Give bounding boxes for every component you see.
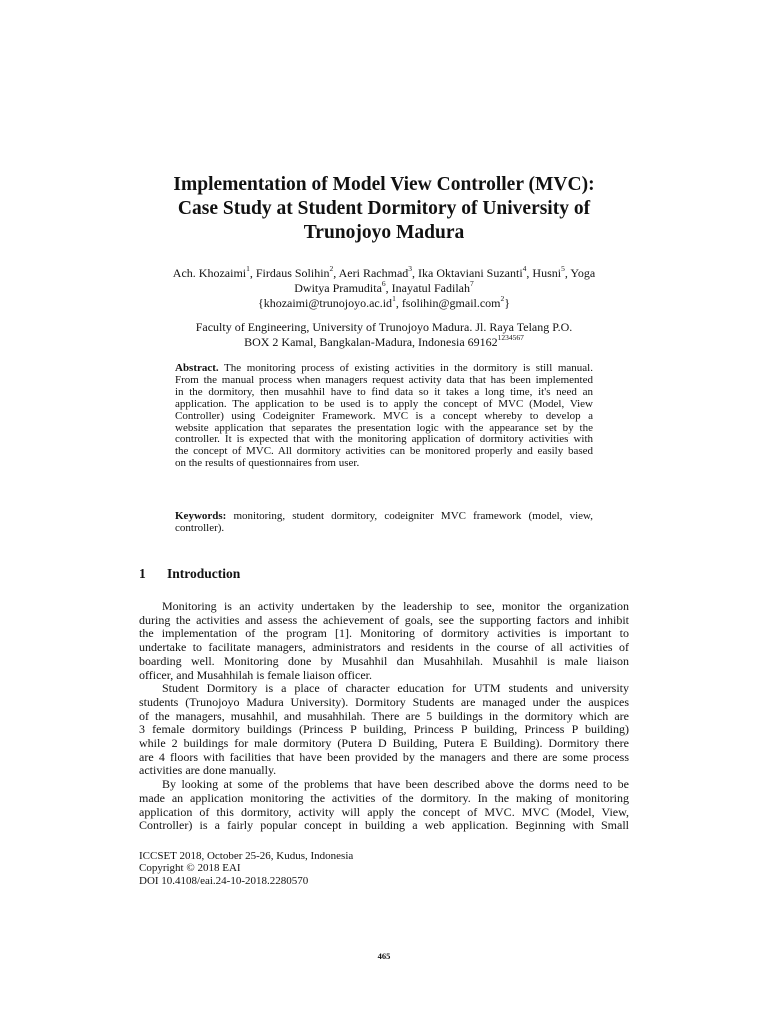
footer-copyright: Copyright © 2018 EAI <box>139 862 241 875</box>
author-affil-mark: 6 <box>381 279 386 288</box>
author-name: , Yoga <box>564 266 596 280</box>
abstract-line: From the manual process when managers request activity data that has been implemented <box>175 374 593 386</box>
author-name: , Husni <box>526 266 562 280</box>
body-line: officer, and Musahhilah is female liaison officer. <box>139 668 373 682</box>
email-brace: } <box>504 296 511 310</box>
body-line: application of this dormitory, activity will apply the concept of MVC. MVC (Model, View, <box>139 805 629 819</box>
abstract-line: in the dormitory, then musahhil have to find data so it takes a long time, it's need an <box>175 386 593 398</box>
email-affil-mark: 2 <box>500 294 505 303</box>
email-text[interactable]: , fsolihin@gmail.com <box>395 296 501 310</box>
body-line: made an application monitoring the activities of the dormitory. In the making of monitoring <box>139 791 629 805</box>
abstract-label: Abstract. <box>175 363 219 374</box>
body-line: undertake to facilitate managers, administrators and residents in the course of all activities of <box>139 641 629 655</box>
email-text[interactable]: {khozaimi@trunojoyo.ac.id <box>257 296 393 310</box>
abstract <box>175 363 593 470</box>
body-line: are 4 floors with facilities that have been provided by the managers and there are some process <box>139 750 629 764</box>
author-name: , Inayatul Fadilah <box>385 281 470 295</box>
affiliation-line-2 <box>110 335 658 350</box>
author-name: , Aeri Rachmad <box>333 266 409 280</box>
title-line-1: Implementation of Model View Controller (MVC): <box>173 174 595 195</box>
body-line: boarding well. Monitoring done by Musahhil dan Musahhilah. Musahhil is male liaison <box>139 654 629 668</box>
body-line: during the activities and assess the achievement of goals, see the supporting factors and inhibit <box>139 613 629 627</box>
abstract-line: application. The application to be used is to apply the concept of MVC (Model, View <box>175 398 593 410</box>
body-line: while 2 buildings for male dormitory (Putera D Building, Putera E Building). Dormitory there <box>139 737 629 751</box>
affiliation-address: BOX 2 Kamal, Bangkalan-Madura, Indonesia 69162 <box>244 335 498 349</box>
affiliation-marks: 1234567 <box>497 333 524 342</box>
conference-footer <box>139 850 353 887</box>
keywords <box>175 510 593 534</box>
abstract-line: website application that separates the presentation logic with the appearance set by the <box>175 422 593 434</box>
abstract-line <box>175 363 593 375</box>
keywords-line: controller). <box>175 522 225 534</box>
abstract-line: controller. It is expected that with the monitoring application of dormitory activities with <box>175 434 593 446</box>
section-heading <box>139 566 240 582</box>
body-line: activities are done manually. <box>139 764 277 778</box>
body-line: Controller) is a fairly popular concept in building a web application. Beginning with Small <box>139 819 629 833</box>
author-affil-mark: 5 <box>561 264 565 273</box>
author-name: Ach. Khozaimi <box>172 266 247 280</box>
affiliation-line-1: Faculty of Engineering, University of Trunojoyo Madura. Jl. Raya Telang P.O. <box>195 320 573 334</box>
title-line-2: Case Study at Student Dormitory of University of <box>177 198 591 219</box>
abstract-line: the concept of MVC. All dormitory activities can be monitored properly and easily based <box>175 446 593 458</box>
title-line-3: Trunojoyo Madura <box>303 222 465 243</box>
section-number: 1 <box>139 566 146 581</box>
body-line: the implementation of the program [1]. Monitoring of dormitory activities is important to <box>139 627 629 641</box>
affiliation <box>110 320 658 350</box>
email-affil-mark: 1 <box>392 294 396 303</box>
body-line: of the managers, musahhil, and musahhilah. There are 5 buildings in the dormitory which are <box>139 709 629 723</box>
paper-title <box>120 173 648 245</box>
keywords-text: monitoring, student dormitory, codeigniter MVC framework (model, view, <box>226 510 593 522</box>
author-affil-mark: 4 <box>522 264 527 273</box>
author-emails <box>110 296 658 311</box>
footer-doi[interactable]: DOI 10.4108/eai.24-10-2018.2280570 <box>139 874 309 887</box>
author-affil-mark: 1 <box>246 264 250 273</box>
keywords-line <box>175 510 593 522</box>
author-affil-mark: 3 <box>408 264 413 273</box>
abstract-text: The monitoring process of existing activities in the dormitory is still manual. <box>218 363 593 374</box>
abstract-line: on the results of questionnaires from user. <box>175 458 360 470</box>
author-name: , Firdaus Solihin <box>249 266 330 280</box>
page-number: 465 <box>377 951 391 961</box>
body-line: By looking at some of the problems that have been described above the dorms need to be <box>162 778 629 792</box>
author-affil-mark: 7 <box>469 279 474 288</box>
body-text <box>139 600 629 833</box>
abstract-line: Controller) using Codeigniter Framework. MVC is a concept whereby to develop a <box>175 410 593 422</box>
footer-conference: ICCSET 2018, October 25-26, Kudus, Indonesia <box>139 850 354 862</box>
author-line-2 <box>110 281 658 296</box>
author-list <box>110 266 658 311</box>
author-name: Dwitya Pramudita <box>294 281 382 295</box>
keywords-label: Keywords: <box>175 510 227 522</box>
body-line: Monitoring is an activity undertaken by the leadership to see, monitor the organization <box>162 600 629 613</box>
body-line: Student Dormitory is a place of character education for UTM students and university <box>162 682 629 696</box>
body-line: 3 female dormitory buildings (Princess P building, Princess P building, Princess P building) <box>139 723 629 737</box>
body-line: students (Trunojoyo Madura University). Dormitory Students are managed under the auspices <box>139 695 629 709</box>
author-name: , Ika Oktaviani Suzanti <box>412 266 523 280</box>
section-title: Introduction <box>167 566 241 581</box>
author-affil-mark: 2 <box>329 264 334 273</box>
